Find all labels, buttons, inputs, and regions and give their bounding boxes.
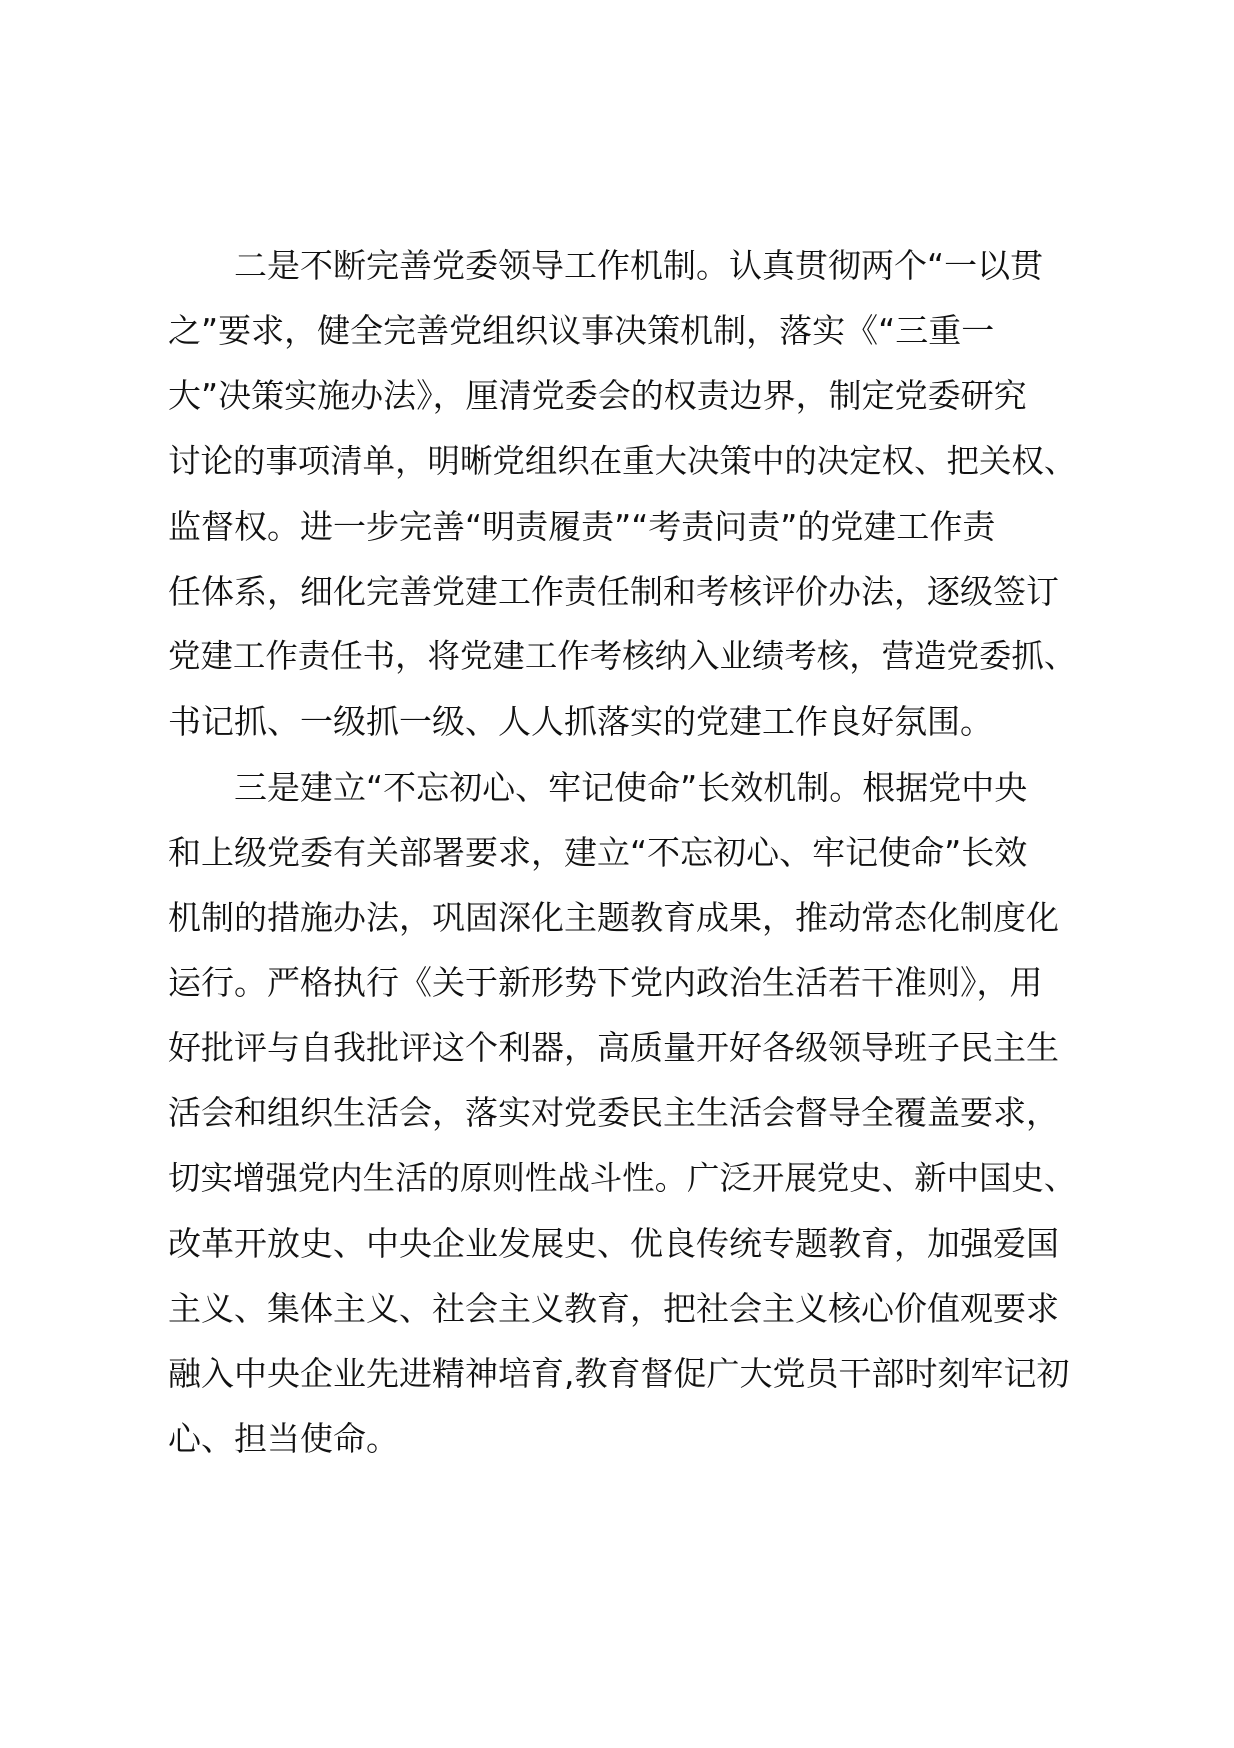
text-line: 之”要求，健全完善党组织议事决策机制，落实《“三重一 <box>168 311 995 351</box>
text-line: 好批评与自我批评这个利器，高质量开好各级领导班子民主生 <box>168 1028 1059 1068</box>
text-line: 运行。严格执行《关于新形势下党内政治生活若干准则》，用 <box>168 963 1043 1003</box>
document-body <box>168 233 1086 1472</box>
text-line: 主义、集体主义、社会主义教育，把社会主义核心价值观要求 <box>168 1289 1059 1328</box>
text-line: 任体系，细化完善党建工作责任制和考核评价办法，逐级签订 <box>168 571 1059 611</box>
paragraph-1 <box>168 233 1086 755</box>
text-line: 监督权。进一步完善“明责履责”“考责问责”的党建工作责 <box>168 506 996 546</box>
text-line: 切实增强党内生活的原则性战斗性。广泛开展党史、新中国史、 <box>168 1158 1077 1197</box>
paragraph-2 <box>168 755 1086 1472</box>
text-line: 讨论的事项清单，明晰党组织在重大决策中的决定权、把关权、 <box>168 441 1077 480</box>
text-line: 活会和组织生活会，落实对党委民主生活会督导全覆盖要求， <box>168 1093 1059 1133</box>
text-line: 改革开放史、中央企业发展史、优良传统专题教育，加强爱国 <box>168 1223 1059 1263</box>
text-line: 书记抓、一级抓一级、人人抓落实的党建工作良好氛围。 <box>168 702 993 742</box>
text-line: 大”决策实施办法》，厘清党委会的权责边界，制定党委研究 <box>168 376 1027 416</box>
text-line: 机制的措施办法，巩固深化主题教育成果，推动常态化制度化 <box>168 897 1059 937</box>
text-line: 党建工作责任书，将党建工作考核纳入业绩考核，营造党委抓、 <box>168 637 1077 676</box>
text-line: 和上级党委有关部署要求，建立“不忘初心、牢记使命”长效 <box>168 832 1028 872</box>
text-line: 二是不断完善党委领导工作机制。认真贯彻两个“一以贯 <box>234 246 1044 285</box>
text-line: 心、担当使命。 <box>168 1419 399 1459</box>
text-line: 融入中央企业先进精神培育,教育督促广大党员干部时刻牢记初 <box>168 1354 1070 1394</box>
text-line: 三是建立“不忘初心、牢记使命”长效机制。根据党中央 <box>234 767 1028 807</box>
